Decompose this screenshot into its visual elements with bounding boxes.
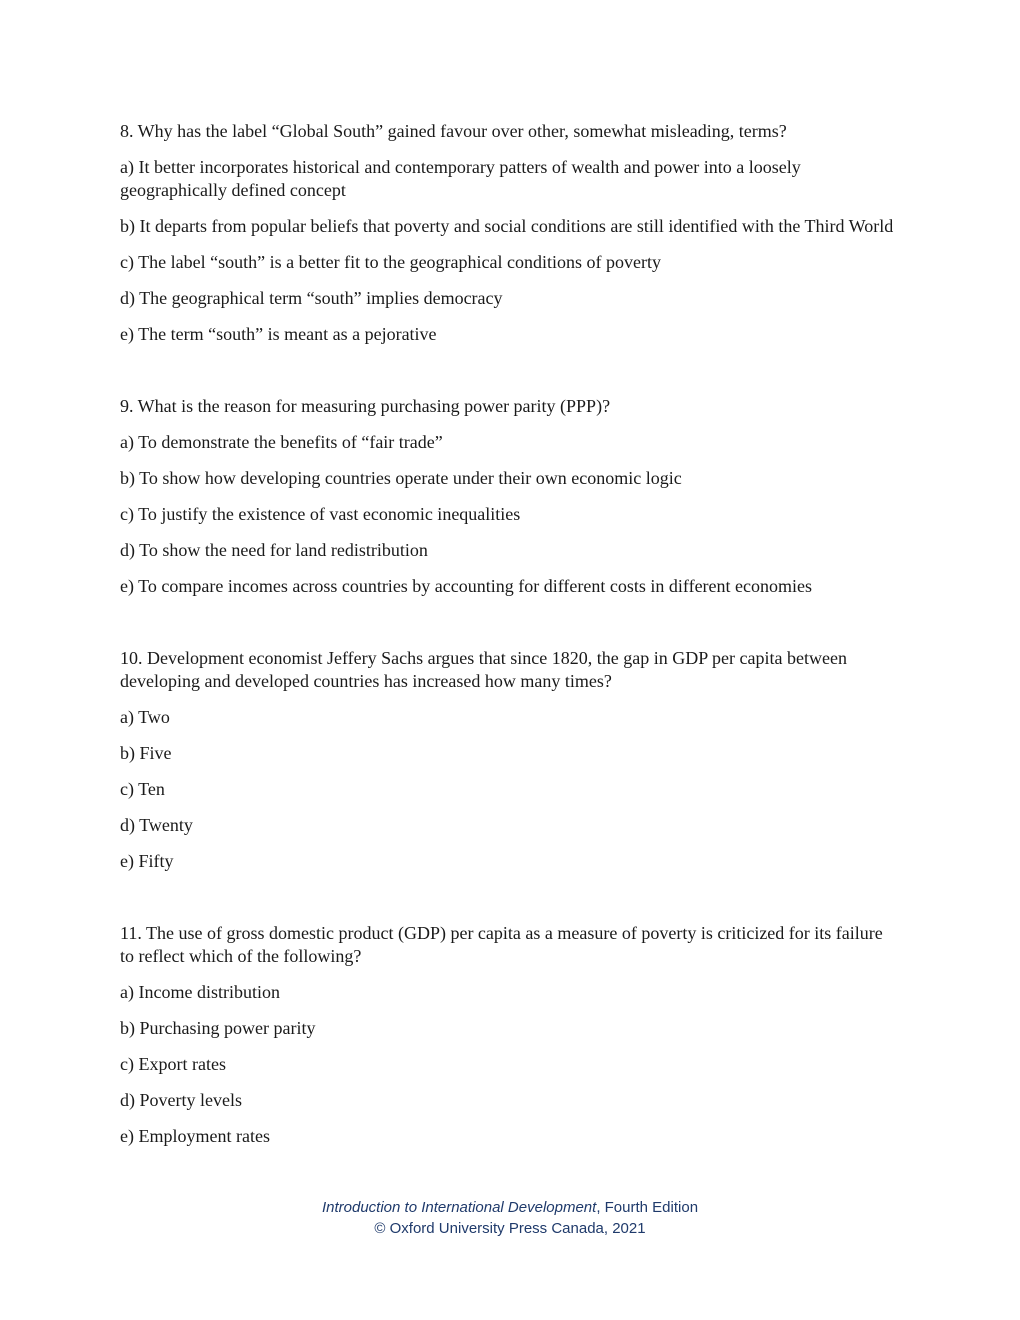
- answer-option-e: e) Employment rates: [120, 1126, 270, 1146]
- answer-option-a: a) Two: [120, 707, 170, 727]
- answer-option-d: d) Poverty levels: [120, 1090, 242, 1110]
- question-text: 11. The use of gross domestic product (GDP) per capita as a measure of poverty is criticized for its failure to reflect which of the following?: [120, 923, 883, 966]
- question-10: [120, 647, 900, 873]
- question-text: 8. Why has the label “Global South” gained favour over other, somewhat misleading, terms?: [120, 121, 787, 141]
- question-11: [120, 922, 900, 1148]
- footer-edition: , Fourth Edition: [596, 1199, 699, 1216]
- question-text: 10. Development economist Jeffery Sachs argues that since 1820, the gap in GDP per capita between developing and developed countries has increased how many times?: [120, 648, 847, 691]
- answer-option-e: e) To compare incomes across countries by accounting for different costs in different economies: [120, 576, 813, 596]
- question-text: 9. What is the reason for measuring purchasing power parity (PPP)?: [120, 396, 611, 416]
- answer-option-a: a) Income distribution: [120, 982, 280, 1002]
- question-9: [120, 395, 900, 598]
- answer-option-e: e) Fifty: [120, 851, 174, 871]
- answer-option-a: a) To demonstrate the benefits of “fair trade”: [120, 432, 443, 452]
- answer-option-e: e) The term “south” is meant as a pejorative: [120, 324, 437, 344]
- answer-option-b: b) Five: [120, 743, 172, 763]
- answer-option-c: c) To justify the existence of vast economic inequalities: [120, 504, 521, 524]
- answer-option-d: d) The geographical term “south” implies democracy: [120, 288, 503, 308]
- answer-option-c: c) Export rates: [120, 1054, 226, 1074]
- answer-option-d: d) Twenty: [120, 815, 193, 835]
- answer-option-b: b) To show how developing countries operate under their own economic logic: [120, 468, 682, 488]
- answer-option-c: c) The label “south” is a better fit to the geographical conditions of poverty: [120, 252, 661, 272]
- answer-option-b: b) It departs from popular beliefs that poverty and social conditions are still identified with the Third World: [120, 216, 894, 236]
- answer-option-a: a) It better incorporates historical and contemporary patters of wealth and power into a loosely geographically defined concept: [120, 157, 801, 200]
- footer-copyright: © Oxford University Press Canada, 2021: [374, 1220, 646, 1237]
- question-list: [120, 120, 900, 1148]
- footer-book-line: [0, 1197, 1020, 1218]
- footer-book-title: Introduction to International Development: [321, 1199, 597, 1216]
- answer-option-d: d) To show the need for land redistribution: [120, 540, 428, 560]
- answer-option-c: c) Ten: [120, 779, 165, 799]
- question-8: [120, 120, 900, 346]
- answer-option-b: b) Purchasing power parity: [120, 1018, 316, 1038]
- page-footer: [0, 1197, 1020, 1239]
